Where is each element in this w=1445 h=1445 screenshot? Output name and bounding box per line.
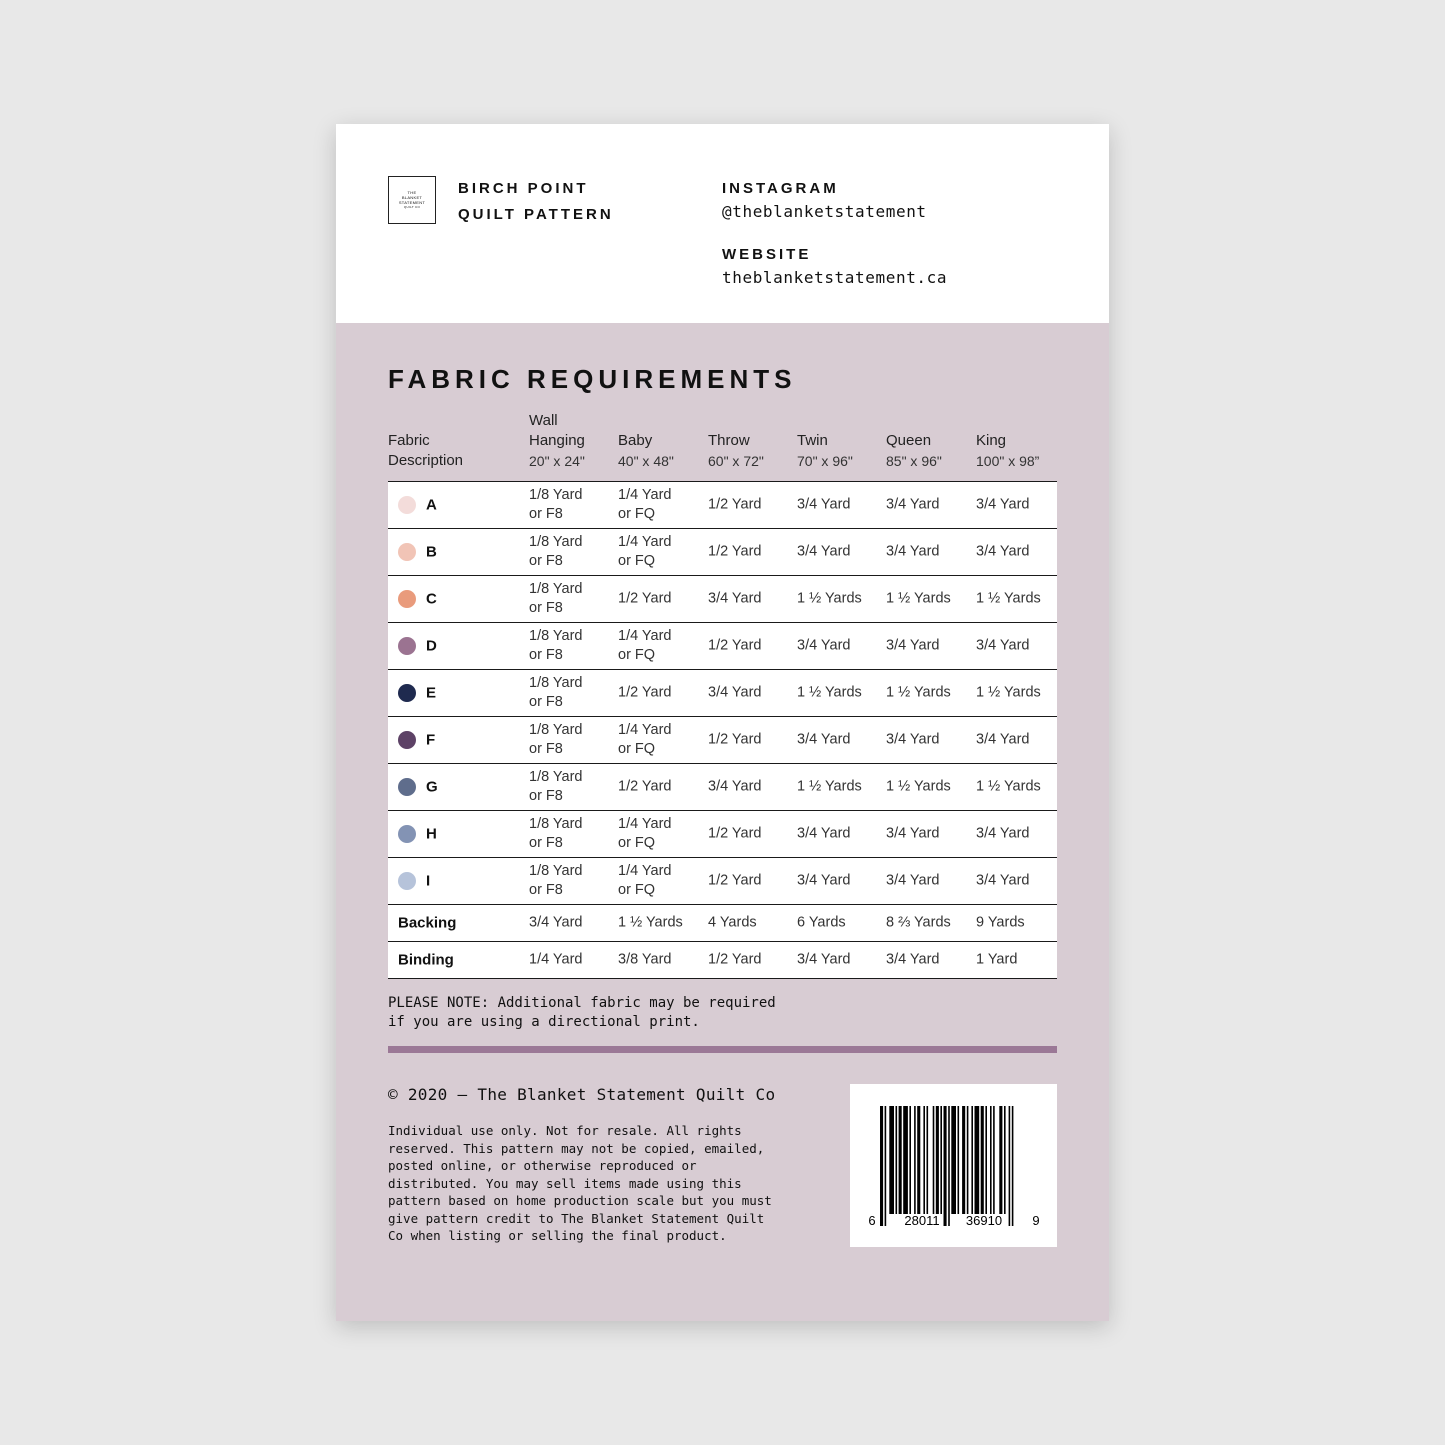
table-cell: 1 ½ Yards xyxy=(886,684,951,701)
table-row xyxy=(388,481,1057,528)
table-cell: 1/4 Yard or FQ xyxy=(618,816,672,851)
fabric-label: Binding xyxy=(398,951,454,969)
barcode-bar xyxy=(896,1106,898,1214)
copyright: © 2020 – The Blanket Statement Quilt Co xyxy=(388,1085,776,1104)
table-cell: 3/4 Yard xyxy=(797,496,851,513)
table-cell: 3/4 Yard xyxy=(797,872,851,889)
table-cell: 1/4 Yard xyxy=(529,951,583,968)
table-cell: 1/8 Yard or F8 xyxy=(529,863,583,898)
fabric-swatch-icon xyxy=(398,778,416,796)
fabric-label: D xyxy=(426,637,437,655)
table-cell: 1/2 Yard xyxy=(618,684,672,701)
barcode-bar xyxy=(923,1106,925,1214)
logo-line: QUILT CO xyxy=(403,205,421,209)
column-header xyxy=(886,431,942,471)
table-cell: 1/4 Yard or FQ xyxy=(618,534,672,569)
column-header xyxy=(529,411,585,471)
column-header-name: Throw xyxy=(708,432,750,449)
table-row xyxy=(388,857,1057,904)
table-row xyxy=(388,810,1057,857)
table-cell: 3/4 Yard xyxy=(886,872,940,889)
barcode-bar xyxy=(909,1106,911,1214)
barcode-bar xyxy=(885,1106,887,1226)
table-cell: 3/4 Yard xyxy=(797,637,851,654)
column-header xyxy=(976,431,1039,471)
barcode-bar xyxy=(1004,1106,1006,1214)
please-note: PLEASE NOTE: Additional fabric may be required if you are using a directional print. xyxy=(388,995,776,1030)
column-header-size: 70" x 96" xyxy=(797,453,853,469)
fabric-label: H xyxy=(426,825,437,843)
column-header-name: Baby xyxy=(618,432,653,449)
column-header-name: Twin xyxy=(797,432,828,449)
barcode-bar xyxy=(958,1106,960,1214)
barcode-bar xyxy=(903,1106,908,1214)
column-header xyxy=(708,431,764,471)
barcode-bar xyxy=(936,1106,939,1214)
table-cell: 3/4 Yard xyxy=(797,543,851,560)
table-cell: 1/8 Yard or F8 xyxy=(529,722,583,757)
barcode-bar xyxy=(940,1106,942,1214)
table-cell: 1 ½ Yards xyxy=(797,590,862,607)
table-cell: 3/4 Yard xyxy=(797,825,851,842)
barcode-digits: 28011 xyxy=(904,1213,940,1228)
table-cell: 1/8 Yard or F8 xyxy=(529,628,583,663)
table-cell: 3/4 Yard xyxy=(976,825,1030,842)
barcode-bar xyxy=(880,1106,883,1226)
fabric-label: B xyxy=(426,543,437,561)
table-cell: 3/8 Yard xyxy=(618,951,672,968)
fabric-label: G xyxy=(426,778,438,796)
table-cell: 1/8 Yard or F8 xyxy=(529,769,583,804)
table-row xyxy=(388,941,1057,979)
table-cell: 1/2 Yard xyxy=(708,637,762,654)
table-cell: 3/4 Yard xyxy=(708,778,762,795)
column-header-name: Description xyxy=(388,452,464,469)
column-header-name: Fabric xyxy=(388,432,430,449)
fabric-label: A xyxy=(426,496,437,514)
table-cell: 3/4 Yard xyxy=(976,543,1030,560)
barcode-bar xyxy=(971,1106,973,1214)
table-row xyxy=(388,528,1057,575)
fabric-label: I xyxy=(426,872,431,890)
table-cell: 3/4 Yard xyxy=(708,684,762,701)
column-header-size: 100" x 98” xyxy=(976,453,1040,469)
table-cell: 3/4 Yard xyxy=(886,731,940,748)
barcode-bar xyxy=(927,1106,929,1214)
table-cell: 9 Yards xyxy=(976,914,1025,931)
fabric-swatch-icon xyxy=(398,731,416,749)
table-cell: 3/4 Yard xyxy=(886,825,940,842)
table-row xyxy=(388,716,1057,763)
barcode xyxy=(850,1084,1057,1247)
instagram-label: INSTAGRAM xyxy=(722,180,839,197)
column-header-name: King xyxy=(976,432,1007,449)
section-title: FABRIC REQUIREMENTS xyxy=(388,364,797,394)
table-cell: 3/4 Yard xyxy=(886,637,940,654)
table-cell: 1/8 Yard or F8 xyxy=(529,675,583,710)
table-cell: 1 ½ Yards xyxy=(618,914,683,931)
barcode-bar xyxy=(981,1106,984,1214)
website-label: WEBSITE xyxy=(722,246,812,263)
fabric-swatch-icon xyxy=(398,684,416,702)
table-cell: 3/4 Yard xyxy=(976,496,1030,513)
column-header-size: 40" x 48" xyxy=(618,453,674,469)
barcode-bar xyxy=(933,1106,935,1214)
brand-logo xyxy=(388,176,436,224)
table-cell: 3/4 Yard xyxy=(886,951,940,968)
table-cell: 3/4 Yard xyxy=(976,872,1030,889)
table-cell: 3/4 Yard xyxy=(976,731,1030,748)
table-cell: 1/4 Yard or FQ xyxy=(618,863,672,898)
fabric-swatch-icon xyxy=(398,872,416,890)
pattern-type: QUILT PATTERN xyxy=(458,206,614,223)
table-cell: 1 ½ Yards xyxy=(797,778,862,795)
logo-line: THE xyxy=(407,190,417,195)
fabric-swatch-icon xyxy=(398,637,416,655)
barcode-bar xyxy=(967,1106,969,1214)
column-header-name: Hanging xyxy=(529,432,585,449)
barcode-graphic xyxy=(850,1084,1057,1247)
table-cell: 1/4 Yard or FQ xyxy=(618,722,672,757)
table-cell: 1 ½ Yards xyxy=(797,684,862,701)
barcode-bar xyxy=(899,1106,902,1214)
divider-rule xyxy=(388,1046,1057,1053)
fabric-swatch-icon xyxy=(398,543,416,561)
barcode-bar xyxy=(914,1106,916,1214)
barcode-digits: 9 xyxy=(1032,1213,1040,1228)
barcode-bar xyxy=(948,1106,950,1226)
barcode-bar xyxy=(993,1106,995,1214)
table-row xyxy=(388,575,1057,622)
table-cell: 3/4 Yard xyxy=(976,637,1030,654)
table-cell: 3/4 Yard xyxy=(797,731,851,748)
barcode-bar xyxy=(999,1106,1002,1214)
barcode-bar xyxy=(1012,1106,1014,1226)
barcode-bar xyxy=(889,1106,894,1214)
table-cell: 1/2 Yard xyxy=(708,496,762,513)
barcode-bar xyxy=(975,1106,980,1214)
barcode-bar xyxy=(985,1106,987,1214)
table-cell: 1/8 Yard or F8 xyxy=(529,581,583,616)
table-cell: 1/2 Yard xyxy=(618,590,672,607)
table-cell: 1 ½ Yards xyxy=(886,590,951,607)
table-cell: 1/2 Yard xyxy=(708,872,762,889)
column-header xyxy=(797,431,853,471)
column-header xyxy=(388,431,463,471)
pattern-name: BIRCH POINT xyxy=(458,180,589,197)
barcode-bar xyxy=(1009,1106,1011,1226)
table-cell: 1/8 Yard or F8 xyxy=(529,534,583,569)
header-band xyxy=(336,124,1109,323)
legal-text: Individual use only. Not for resale. All rights reserved. This pattern may not be copied, emailed, posted online, or otherwise reproduced or distributed. You may sell items made using this pattern based on home production scale but you must give pattern credit to The Blanket Statement Quilt Co when listing or selling the final product. xyxy=(388,1123,772,1243)
barcode-bar xyxy=(944,1106,947,1226)
table-cell: 1/8 Yard or F8 xyxy=(529,816,583,851)
table-cell: 6 Yards xyxy=(797,914,846,931)
column-header-size: 20" x 24" xyxy=(529,453,585,469)
table-cell: 4 Yards xyxy=(708,914,757,931)
table-cell: 1 ½ Yards xyxy=(976,684,1041,701)
barcode-bar xyxy=(990,1106,992,1214)
table-cell: 3/4 Yard xyxy=(886,496,940,513)
table-cell: 1/2 Yard xyxy=(708,825,762,842)
table-cell: 8 ⅔ Yards xyxy=(886,914,951,931)
fabric-label: C xyxy=(426,590,437,608)
website-link[interactable]: theblanketstatement.ca xyxy=(722,268,948,287)
logo-line: BLANKET xyxy=(401,195,423,200)
table-cell: 1/8 Yard or F8 xyxy=(529,487,583,522)
barcode-bar xyxy=(962,1106,965,1214)
table-cell: 1 ½ Yards xyxy=(976,778,1041,795)
table-cell: 3/4 Yard xyxy=(797,951,851,968)
table-cell: 1/4 Yard or FQ xyxy=(618,487,672,522)
table-cell: 1/4 Yard or FQ xyxy=(618,628,672,663)
barcode-bar xyxy=(917,1106,920,1214)
fabric-swatch-icon xyxy=(398,590,416,608)
fabric-label: Backing xyxy=(398,914,457,932)
table-cell: 1 ½ Yards xyxy=(976,590,1041,607)
pattern-back-card xyxy=(336,124,1109,1321)
column-header-name: Queen xyxy=(886,432,932,449)
table-cell: 3/4 Yard xyxy=(886,543,940,560)
table-row xyxy=(388,904,1057,941)
table-cell: 1/2 Yard xyxy=(708,951,762,968)
table-row xyxy=(388,669,1057,716)
fabric-table xyxy=(388,481,1057,979)
table-row xyxy=(388,622,1057,669)
column-header-name: Wall xyxy=(529,412,558,429)
barcode-bar xyxy=(951,1106,956,1214)
fabric-label: F xyxy=(426,731,436,749)
barcode-digits: 6 xyxy=(868,1213,876,1228)
logo-line: STATEMENT xyxy=(398,200,426,205)
table-cell: 1 ½ Yards xyxy=(886,778,951,795)
instagram-handle[interactable]: @theblanketstatement xyxy=(722,202,927,221)
table-cell: 1/2 Yard xyxy=(708,543,762,560)
column-header xyxy=(618,431,674,471)
column-header-size: 85" x 96" xyxy=(886,453,942,469)
barcode-digits: 36910 xyxy=(965,1213,1003,1228)
table-cell: 1 Yard xyxy=(976,951,1018,968)
fabric-swatch-icon xyxy=(398,496,416,514)
table-cell: 1/2 Yard xyxy=(708,731,762,748)
table-cell: 3/4 Yard xyxy=(529,914,583,931)
table-cell: 1/2 Yard xyxy=(618,778,672,795)
table-cell: 3/4 Yard xyxy=(708,590,762,607)
table-row xyxy=(388,763,1057,810)
fabric-label: E xyxy=(426,684,437,702)
column-header-size: 60" x 72" xyxy=(708,453,764,469)
fabric-swatch-icon xyxy=(398,825,416,843)
